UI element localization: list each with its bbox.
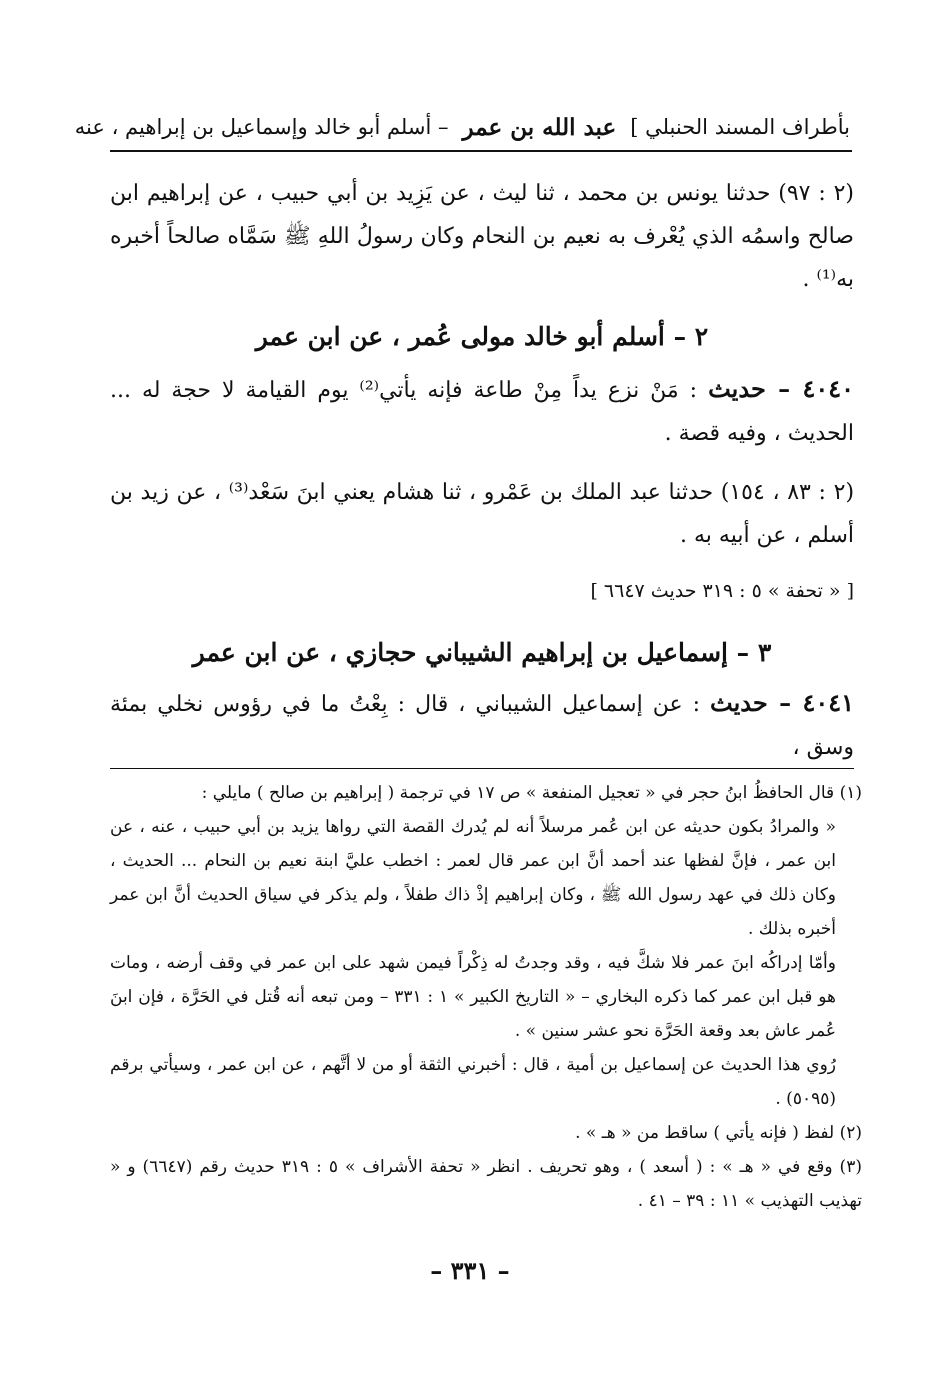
running-header xyxy=(74,104,850,150)
header-book-title: بأطراف المسند الحنبلي ] xyxy=(630,115,850,139)
header-author: عبد الله بن عمر xyxy=(462,113,617,141)
tuhfa-reference: [ « تحفة » ٥ : ٣١٩ حديث ٦٦٤٧ ] xyxy=(590,580,854,602)
footnote-1-intro: (١) قال الحافظُ ابنُ حجر في « تعجيل المنفعة » ص ١٧ في ترجمة ( إبراهيم بن صالح ) مايلي : xyxy=(201,783,862,803)
main-text xyxy=(110,172,854,769)
footnotes xyxy=(110,776,862,1218)
hadith-4040-number: ٤٠٤٠ – حديث xyxy=(708,374,855,403)
hadith-4041 xyxy=(110,681,854,769)
page-number: – ٣٣١ – xyxy=(430,1256,510,1285)
footnote-2: (٢) لفظ ( فإنه يأتي ) ساقط من « هـ » . xyxy=(575,1123,862,1143)
footnote-3: (٣) وقع في « هـ » : ( أسعد ) ، وهو تحريف . انظر « تحفة الأشراف » ٥ : ٣١٩ حديث رقم (٦٦٤٧) و « تهذيب التهذيب » ١١ : ٣٩ – ٤١ . xyxy=(110,1157,862,1211)
hadith-4041-number: ٤٠٤١ – حديث xyxy=(710,688,854,717)
hadith-4040 xyxy=(110,367,854,455)
footnote-1-quote: « والمرادُ بكون حديثه عن ابن عُمر مرسلاً أنه لم يُدرك القصة التي رواها يزيد بن أبي حبيب ، عنه ، عن ابن عمر ، فإنَّ لفظها عند أحمد أنَّ ابن عمر قال لعمر : اخطب عليَّ ابنة نعيم بن النحام ... الحديث ، وكان ذلك في عهد رسول الله ﷺ ، وكان إبراهيم إذْ ذاك طفلاً ، ولم يذكر في سياق الحديث أنَّ ابن عمر أخبره بذلك . xyxy=(110,817,836,939)
footnote-1-quote-cont: وأمّا إدراكُه ابنَ عمر فلا شكَّ فيه ، وقد وجدتُ له ذِكْراً فيمن شهد على ابن عمر في وقف أرضه ، ومات هو قبل ابن عمر كما ذكره البخاري – « التاريخ الكبير » ١ : ٣٣١ – ومن تبعه أنه قُتل في الحَرَّة ، فإن ابنَ عُمر عاش بعد وقعة الحَرَّة نحو عشر سنين » . xyxy=(110,953,836,1041)
section-3-title: ٣ – إسماعيل بن إبراهيم الشيباني حجازي ، عن ابن عمر xyxy=(192,638,772,667)
section-2-title: ٢ – أسلم أبو خالد مولى عُمر ، عن ابن عمر xyxy=(255,322,709,351)
header-rule xyxy=(110,150,852,152)
hadith-4040-text: : مَنْ نزع يداً مِنْ طاعة فإنه يأتي⁽²⁾ يوم القيامة لا حجة له ... الحديث ، وفيه قصة . xyxy=(110,378,854,446)
hadith-4041-text: : عن إسماعيل الشيباني ، قال : بِعْتُ ما في رؤوس نخلي بمئة وسق ، xyxy=(110,692,854,760)
footnote-rule xyxy=(110,768,854,769)
header-subject: – أسلم أبو خالد وإسماعيل بن إبراهيم ، عنه xyxy=(74,115,449,139)
isnad-paragraph-2: (٢ : ٨٣ ، ١٥٤) حدثنا عبد الملك بن عَمْرو ، ثنا هشام يعني ابنَ سَعْد⁽³⁾ ، عن زيد بن أسلم ، عن أبيه به . xyxy=(110,480,855,548)
isnad-paragraph-1: (٢ : ٩٧) حدثنا يونس بن محمد ، ثنا ليث ، عن يَزِيد بن أبي حبيب ، عن إبراهيم ابن صالح واسمُه الذي يُعْرف به نعيم بن النحام وكان رسولُ اللهِ ﷺ سَمَّاه صالحاً أخبره به⁽¹⁾ . xyxy=(110,181,854,292)
footnote-1-note: رُوي هذا الحديث عن إسماعيل بن أمية ، قال : أخبرني الثقة أو من لا أتَّهم ، عن ابن عمر ، وسيأتي برقم (٥٠٩٥) . xyxy=(110,1055,836,1109)
